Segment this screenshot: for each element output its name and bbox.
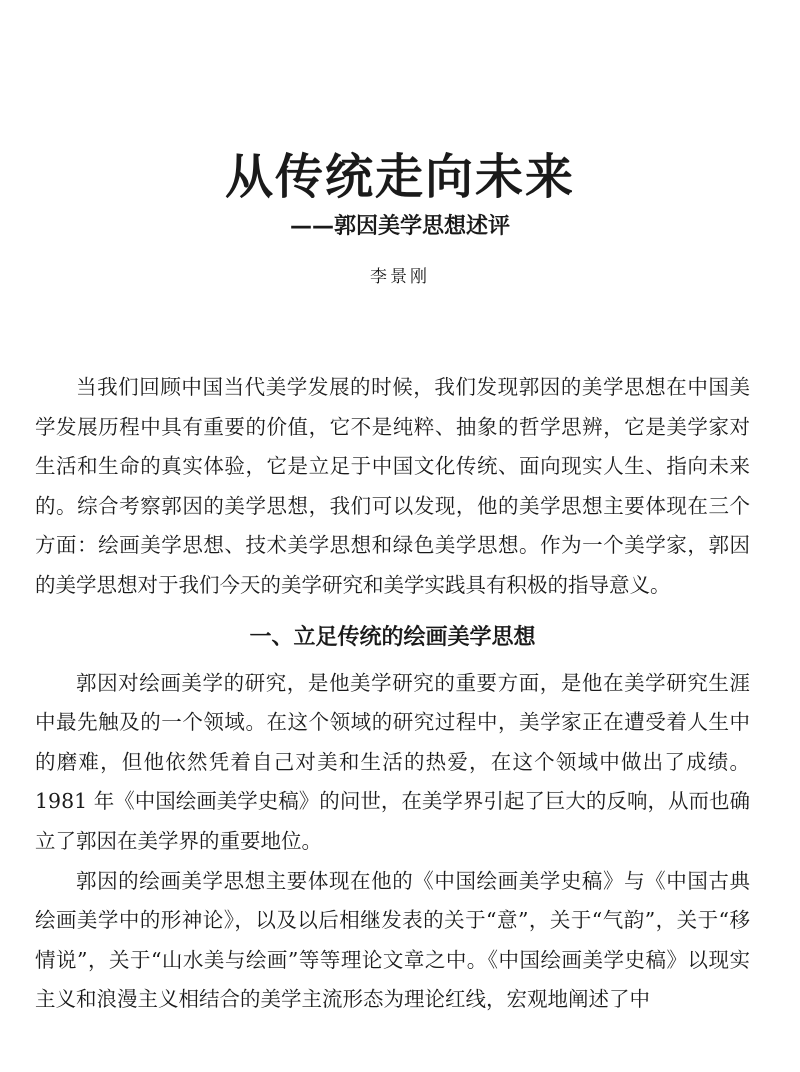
intro-paragraph: 当我们回顾中国当代美学发展的时候，我们发现郭因的美学思想在中国美学发展历程中具有重要的价值，它不是纯粹、抽象的哲学思辨，它是美学家对生活和生命的真实体验，它是立足于中国文化传统、面向现实人生、指向未来的。综合考察郭因的美学思想，我们可以发现，他的美学思想主要体现在三个方面：绘画美学思想、技术美学思想和绿色美学思想。作为一个美学家，郭因的美学思想对于我们今天的美学研究和美学实践具有积极的指导意义。: [35, 375, 750, 597]
article-body: [35, 368, 750, 1020]
article-author: 李景刚: [370, 267, 430, 287]
article-title: 从传统走向未来: [224, 149, 575, 205]
body-paragraph: 郭因的绘画美学思想主要体现在他的《中国绘画美学史稿》与《中国古典绘画美学中的形神论》，以及以后相继发表的关于“意”，关于“气韵”，关于“移情说”，关于“山水美与绘画”等等理论文章之中。《中国绘画美学史稿》以现实主义和浪漫主义相结合的美学主流形态为理论红线，宏观地阐述了中: [35, 868, 750, 1012]
body-paragraph: 郭因对绘画美学的研究，是他美学研究的重要方面，是他在美学研究生涯中最先触及的一个领域。在这个领域的研究过程中，美学家正在遭受着人生中的磨难，但他依然凭着自己对美和生活的热爱，在这个领域中做出了成绩。1981 年《中国绘画美学史稿》的问世，在美学界引起了巨大的反响，从而也确立了郭因在美学界的重要地位。: [35, 670, 750, 853]
section-heading: 一、立足传统的绘画美学思想: [249, 624, 536, 650]
article-subtitle: ——郭因美学思想述评: [289, 214, 510, 239]
